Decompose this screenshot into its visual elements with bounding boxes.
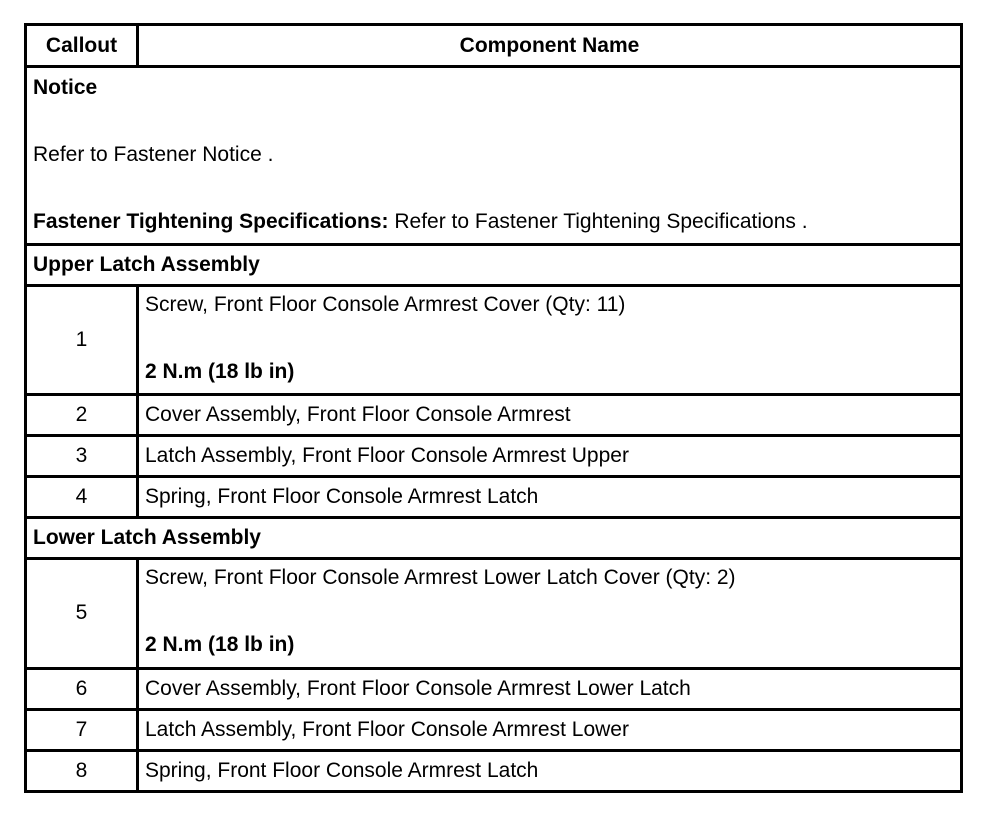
component-cell <box>138 285 962 394</box>
component-cell <box>138 559 962 668</box>
fastener-spec-line <box>33 210 960 234</box>
component-name: Latch Assembly, Front Floor Console Armrest Lower <box>138 709 962 750</box>
table-row <box>26 750 962 791</box>
fastener-spec-label: Fastener Tightening Specifications: <box>33 210 389 234</box>
callout-number: 1 <box>26 285 138 394</box>
callout-number: 2 <box>26 394 138 435</box>
component-name: Cover Assembly, Front Floor Console Armrest Lower Latch <box>138 668 962 709</box>
notice-cell <box>26 67 962 244</box>
component-name: Spring, Front Floor Console Armrest Latch <box>138 750 962 791</box>
callout-number: 8 <box>26 750 138 791</box>
callout-number: 4 <box>26 477 138 518</box>
component-name: Spring, Front Floor Console Armrest Latch <box>138 477 962 518</box>
section-row <box>26 244 962 285</box>
component-name: Cover Assembly, Front Floor Console Armrest <box>138 394 962 435</box>
callout-number: 6 <box>26 668 138 709</box>
table-row <box>26 709 962 750</box>
section-row <box>26 518 962 559</box>
section-title-lower: Lower Latch Assembly <box>26 518 962 559</box>
table-row <box>26 285 962 394</box>
table-row <box>26 436 962 477</box>
component-name: Latch Assembly, Front Floor Console Armrest Upper <box>138 436 962 477</box>
component-name: Screw, Front Floor Console Armrest Lower Latch Cover (Qty: 2) <box>145 566 736 590</box>
callout-number: 7 <box>26 709 138 750</box>
callout-number: 5 <box>26 559 138 668</box>
notice-row <box>26 67 962 244</box>
torque-spec: 2 N.m (18 lb in) <box>145 633 295 657</box>
notice-title: Notice <box>33 76 98 100</box>
component-name-header: Component Name <box>138 25 962 67</box>
table-row <box>26 559 962 668</box>
table-row <box>26 394 962 435</box>
component-name: Screw, Front Floor Console Armrest Cover (Qty: 11) <box>145 292 626 316</box>
table-row <box>26 668 962 709</box>
fastener-spec-text: Refer to Fastener Tightening Specifications . <box>388 210 808 234</box>
section-title-upper: Upper Latch Assembly <box>26 244 962 285</box>
callout-number: 3 <box>26 436 138 477</box>
callout-header: Callout <box>26 25 138 67</box>
header-row <box>26 25 962 67</box>
notice-text: Refer to Fastener Notice . <box>33 143 274 167</box>
table-row <box>26 477 962 518</box>
torque-spec: 2 N.m (18 lb in) <box>145 359 295 383</box>
components-table <box>24 23 963 793</box>
